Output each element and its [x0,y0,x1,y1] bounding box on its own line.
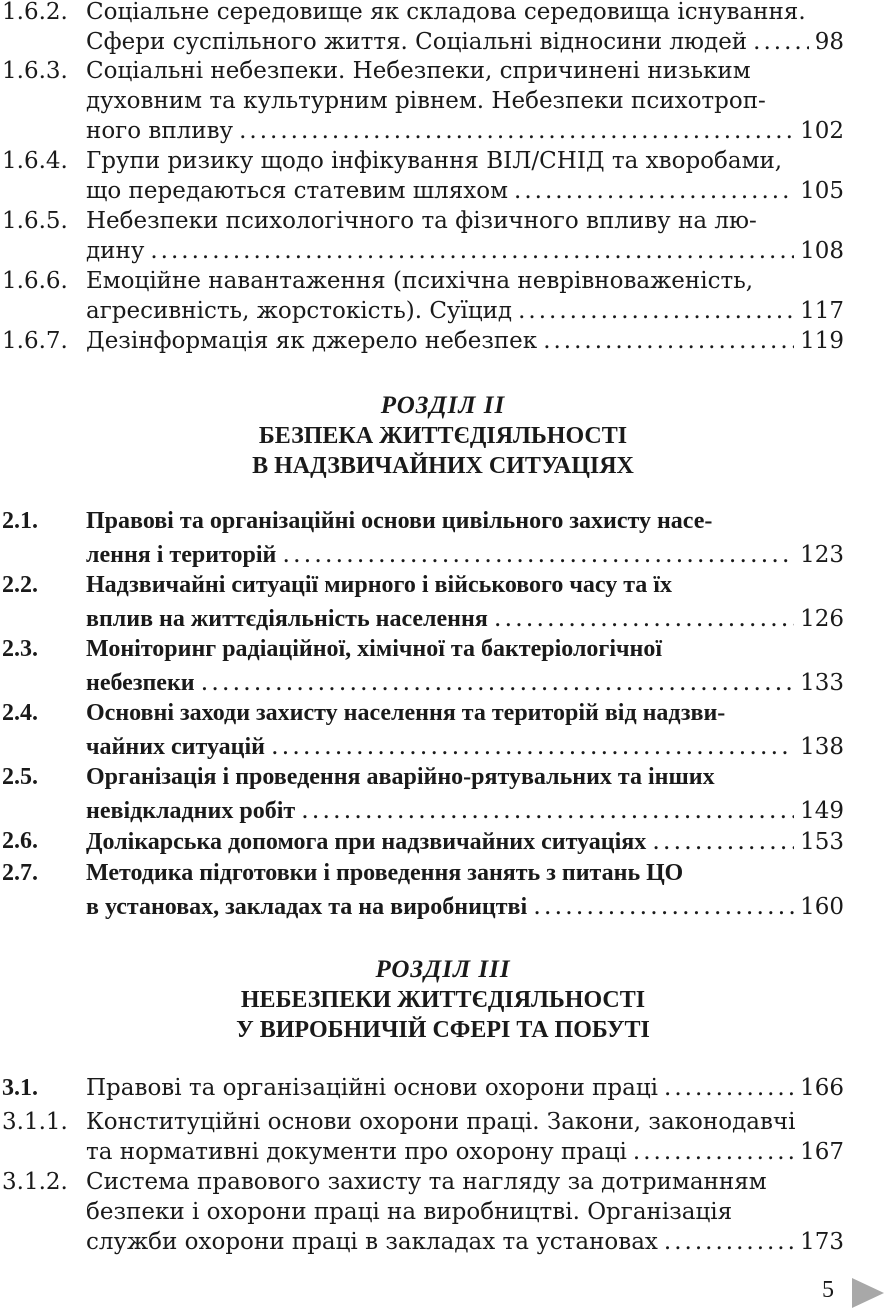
toc-entry-text: Моніторинг радіаційної, хімічної та бактеріологічної [86,636,663,662]
toc-entry-line [86,825,844,859]
toc-entry-body [86,0,844,57]
toc-entry-page: 108 [800,238,844,264]
toc-entry-text: безпеки і охорони праці на виробництві. Організація [86,1199,733,1225]
toc-entry-page: 133 [800,670,844,696]
toc-entry-line [86,27,844,57]
toc-entry-page: 166 [800,1075,844,1101]
toc-entry-text: та нормативні документи про охорону праці [86,1139,627,1165]
toc-entry-number: 2.7. [2,860,38,886]
toc-entry-text: служби охорони праці в закладах та установах [86,1229,658,1255]
toc-entry-body [86,697,844,764]
toc-entry-page: 160 [800,894,844,920]
toc-entry-line [86,0,844,27]
toc-entry-number: 2.6. [2,828,38,854]
section2-heading [0,391,886,481]
toc-entry-line [86,1167,844,1197]
toc-entry-line [86,86,844,116]
toc-entry-body [86,569,844,636]
toc-entry-page: 138 [800,734,844,760]
toc-entry-text: Методика підготовки і проведення занять з питань ЦО [86,860,684,886]
toc-entry-body [86,761,844,828]
section3-heading [0,955,886,1045]
toc-entry-line [86,633,844,666]
toc-entry-line [86,326,844,356]
toc-entry-line [86,857,844,890]
triangle-right-icon [852,1278,884,1308]
toc-entry-line [86,116,844,146]
section2-title-line1: БЕЗПЕКА ЖИТТЄДІЯЛЬНОСТІ [258,423,628,449]
toc-entry-body [86,206,844,266]
toc-entry-line [86,1073,844,1103]
toc-entry-text: Надзвичайні ситуації мирного і військового часу та їх [86,572,672,598]
toc-entry-line [86,1197,844,1227]
toc-entry-text: Групи ризику щодо інфікування ВІЛ/СНІД та хворобами, [86,148,783,174]
toc-entry-number: 3.1. [2,1075,38,1101]
toc-entry-text: Правові та організаційні основи охорони праці [86,1075,659,1101]
toc-entry-number: 3.1.2. [2,1169,68,1195]
toc-entry-page: 117 [800,298,844,324]
toc-entry-text: чайних ситуацій [86,734,265,760]
toc-entry-page: 173 [800,1229,844,1255]
toc-entry-line [86,890,844,924]
toc-entry-number: 2.1. [2,508,38,534]
section3-title-line1: НЕБЕЗПЕКИ ЖИТТЄДІЯЛЬНОСТІ [240,987,646,1013]
dot-leader [652,825,794,858]
dot-leader [664,1073,794,1103]
dot-leader [282,538,794,571]
toc-entry-number: 1.6.2. [2,0,68,25]
toc-entry-line [86,296,844,326]
dot-leader [753,27,809,57]
toc-entry-text: Система правового захисту та нагляду за дотриманням [86,1169,767,1195]
toc-entry-line [86,666,844,700]
toc-entry-text: агресивність, жорстокість). Суїцид [86,298,513,324]
toc-entry-number: 1.6.3. [2,58,68,84]
toc-entry-text: Небезпеки психологічного та фізичного впливу на лю- [86,208,757,234]
toc-entry-line [86,266,844,296]
toc-entry-text: вплив на життєдіяльність населення [86,606,488,632]
toc-entry-text: ного впливу [86,118,234,144]
toc-entry-page: 149 [800,798,844,824]
section3-label: РОЗДІЛ ІІІ [375,956,511,983]
toc-entry-line [86,794,844,828]
toc-entry-line [86,236,844,266]
toc-entry-text: Основні заходи захисту населення та територій від надзви- [86,700,726,726]
dot-leader [664,1227,794,1257]
toc-entry-text: Соціальні небезпеки. Небезпеки, спричинені низьким [86,58,751,84]
toc-entry-number: 2.5. [2,764,38,790]
toc-entry-body [86,825,844,859]
dot-leader [543,326,794,356]
toc-entry-line [86,1107,844,1137]
toc-entry-body [86,857,844,924]
toc-entry-text: духовним та культурним рівнем. Небезпеки психотроп- [86,88,766,114]
toc-entry-text: Сфери суспільного життя. Соціальні відносини людей [86,29,748,55]
toc-entry-text: дину [86,238,145,264]
toc-entry-text: Правові та організаційні основи цивільного захисту насе- [86,508,713,534]
toc-entry-text: що передаються статевим шляхом [86,178,509,204]
dot-leader [518,296,794,326]
toc-entry-number: 1.6.7. [2,328,68,354]
toc-entry-line [86,538,844,572]
toc-entry-text: Емоційне навантаження (психічна неврівноваженість, [86,268,754,294]
toc-entry-line [86,206,844,236]
dot-leader [271,730,794,763]
toc-entry-number: 2.3. [2,636,38,662]
dot-leader [494,602,794,635]
toc-entry-body [86,505,844,572]
toc-entry-page: 126 [800,606,844,632]
dot-leader [301,794,794,827]
toc-entry-line [86,56,844,86]
toc-entry-number: 1.6.6. [2,268,68,294]
toc-entry-number: 2.2. [2,572,38,598]
toc-entry-body [86,633,844,700]
toc-entry-page: 98 [814,29,844,55]
toc-entry-number: 1.6.4. [2,148,68,174]
toc-entry-line [86,697,844,730]
toc-entry-text: в установах, закладах та на виробництві [86,894,528,920]
toc-entry-text: Конституційні основи охорони праці. Закони, законодавчі [86,1109,796,1135]
toc-entry-line [86,1137,844,1167]
toc-entry-text: Організація і проведення аварійно-рятувальних та інших [86,764,715,790]
toc-entry-line [86,1227,844,1257]
dot-leader [201,666,794,699]
toc-entry-number: 3.1.1. [2,1109,68,1135]
toc-entry-page: 105 [800,178,844,204]
toc-entry-line [86,176,844,206]
dot-leader [533,890,794,923]
dot-leader [239,116,794,146]
toc-entry-line [86,761,844,794]
toc-entry-line [86,730,844,764]
toc-entry-number: 2.4. [2,700,38,726]
toc-entry-text: Дезінформація як джерело небезпек [86,328,538,354]
toc-entry-page: 153 [800,829,844,855]
toc-entry-page: 123 [800,542,844,568]
toc-entry-page: 167 [800,1139,844,1165]
section2-title-line2: В НАДЗВИЧАЙНИХ СИТУАЦІЯХ [252,453,634,479]
dot-leader [150,236,794,266]
toc-entry-page: 119 [800,328,844,354]
toc-entry-body [86,1073,844,1103]
toc-entry-line [86,569,844,602]
page-number: 5 [822,1277,834,1303]
toc-entry-line [86,602,844,636]
toc-entry-text: лення і територій [86,542,277,568]
toc-entry-body [86,146,844,206]
toc-entry-number: 1.6.5. [2,208,68,234]
toc-entry-text: невідкладних робіт [86,798,296,824]
toc-entry-body [86,1107,844,1167]
toc-entry-text: Соціальне середовище як складова середовища існування. [86,0,806,25]
toc-entry-body [86,266,844,326]
dot-leader [633,1137,794,1167]
toc-entry-page: 102 [800,118,844,144]
toc-entry-line [86,146,844,176]
section3-title-line2: У ВИРОБНИЧІЙ СФЕРІ ТА ПОБУТІ [236,1017,650,1043]
toc-entry-line [86,505,844,538]
toc-entry-body [86,56,844,146]
toc-entry-body [86,1167,844,1257]
toc-entry-text: Долікарська допомога при надзвичайних ситуаціях [86,829,647,855]
section2-label: РОЗДІЛ ІІ [380,392,506,419]
toc-entry-body [86,326,844,356]
toc-entry-text: небезпеки [86,670,195,696]
dot-leader [514,176,794,206]
